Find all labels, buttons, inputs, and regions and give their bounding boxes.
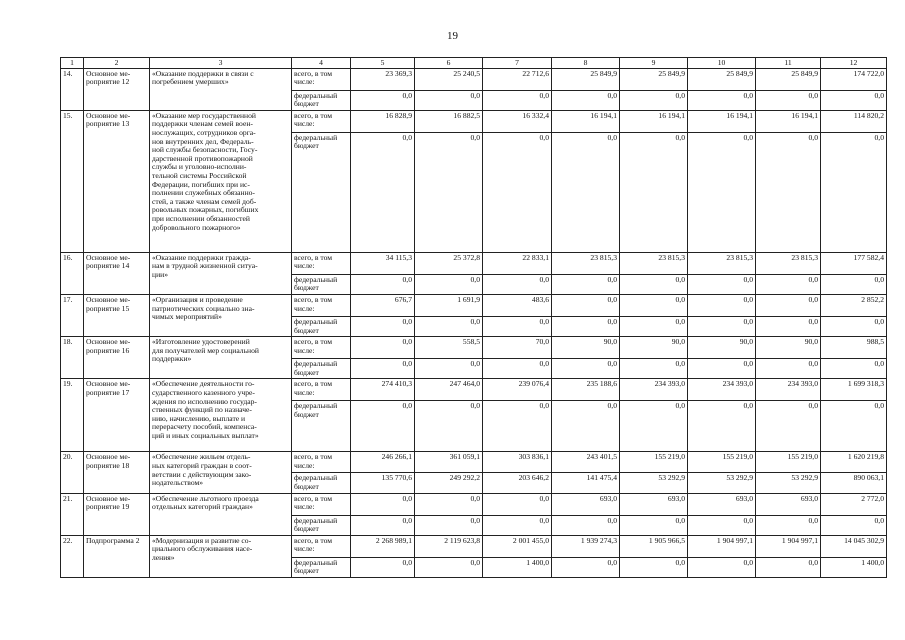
funding-source-cell: федеральный бюджет <box>292 557 351 577</box>
amount-cell: 114 820,2 <box>821 110 887 132</box>
column-number-cell: 3 <box>150 58 292 69</box>
row-number-cell: 19. <box>61 379 84 452</box>
amount-cell: 0,0 <box>552 515 620 535</box>
table-row <box>61 110 887 132</box>
table-row <box>61 452 887 473</box>
amount-cell: 1 691,9 <box>415 294 483 316</box>
funding-source-cell: всего, в том числе: <box>292 535 351 557</box>
table-row <box>61 379 887 401</box>
amount-cell: 0,0 <box>821 274 887 294</box>
amount-cell: 16 828,9 <box>351 110 415 132</box>
funding-source-cell: всего, в том числе: <box>292 252 351 274</box>
funding-source-cell: всего, в том числе: <box>292 337 351 359</box>
event-name-cell: Основное ме- роприятие 18 <box>84 452 150 493</box>
amount-cell: 53 292,9 <box>756 473 821 493</box>
amount-cell: 0,0 <box>552 294 620 316</box>
funding-source-cell: всего, в том числе: <box>292 452 351 473</box>
amount-cell: 0,0 <box>688 359 756 379</box>
amount-cell: 693,0 <box>620 493 688 515</box>
event-name-cell: Основное ме- роприятие 13 <box>84 110 150 252</box>
amount-cell: 890 063,1 <box>821 473 887 493</box>
amount-cell: 25 240,5 <box>415 68 483 90</box>
funding-source-cell: федеральный бюджет <box>292 515 351 535</box>
amount-cell: 0,0 <box>552 90 620 110</box>
amount-cell: 0,0 <box>351 274 415 294</box>
amount-cell: 0,0 <box>415 359 483 379</box>
amount-cell: 0,0 <box>821 401 887 452</box>
amount-cell: 676,7 <box>351 294 415 316</box>
event-name-cell: Основное ме- роприятие 15 <box>84 294 150 336</box>
amount-cell: 90,0 <box>756 337 821 359</box>
amount-cell: 234 393,0 <box>688 379 756 401</box>
amount-cell: 247 464,0 <box>415 379 483 401</box>
amount-cell: 235 188,6 <box>552 379 620 401</box>
amount-cell: 16 882,5 <box>415 110 483 132</box>
table-row <box>61 294 887 316</box>
amount-cell: 693,0 <box>756 493 821 515</box>
amount-cell: 0,0 <box>415 90 483 110</box>
amount-cell: 0,0 <box>351 359 415 379</box>
event-title-cell: «Модернизация и развитие со- циального обслуживания насе- ления» <box>150 535 292 577</box>
event-title-cell: «Оказание мер государственной поддержки членам семей воен- нослужащих, сотрудников орга- нов внутренних дел, Федераль- ной службы безопасности, Госу- дарственной противопожарной службы и уголовно-исполни- тельной системы Российской Федерации, погибших при ис- полнении служебных обязанно- стей, а также членам семей доб- ровольных пожарных, погибших при исполнении обязанностей добровольного пожарного» <box>150 110 292 252</box>
event-title-cell: «Организация и проведение патриотических социально зна- чимых мероприятий» <box>150 294 292 336</box>
row-number-cell: 15. <box>61 110 84 252</box>
funding-source-cell: федеральный бюджет <box>292 90 351 110</box>
amount-cell: 0,0 <box>620 132 688 252</box>
amount-cell: 0,0 <box>620 557 688 577</box>
amount-cell: 53 292,9 <box>620 473 688 493</box>
funding-source-cell: федеральный бюджет <box>292 473 351 493</box>
amount-cell: 0,0 <box>756 515 821 535</box>
amount-cell: 0,0 <box>415 493 483 515</box>
amount-cell: 249 292,2 <box>415 473 483 493</box>
amount-cell: 0,0 <box>552 359 620 379</box>
amount-cell: 141 475,4 <box>552 473 620 493</box>
amount-cell: 25 849,9 <box>756 68 821 90</box>
column-number-cell: 11 <box>756 58 821 69</box>
amount-cell: 0,0 <box>415 274 483 294</box>
funding-source-cell: всего, в том числе: <box>292 68 351 90</box>
page-number: 19 <box>447 30 458 42</box>
row-number-cell: 20. <box>61 452 84 493</box>
amount-cell: 0,0 <box>756 90 821 110</box>
table-row <box>61 493 887 515</box>
row-number-cell: 16. <box>61 252 84 294</box>
funding-source-cell: всего, в том числе: <box>292 110 351 132</box>
amount-cell: 361 059,1 <box>415 452 483 473</box>
amount-cell: 23 369,3 <box>351 68 415 90</box>
amount-cell: 243 401,5 <box>552 452 620 473</box>
column-number-cell: 12 <box>821 58 887 69</box>
amount-cell: 155 219,0 <box>620 452 688 473</box>
column-number-cell: 4 <box>292 58 351 69</box>
amount-cell: 23 815,3 <box>620 252 688 274</box>
amount-cell: 22 833,1 <box>483 252 552 274</box>
amount-cell: 0,0 <box>351 557 415 577</box>
event-title-cell: «Оказание поддержки в связи с погребением умерших» <box>150 68 292 110</box>
amount-cell: 0,0 <box>620 359 688 379</box>
event-name-cell: Основное ме- роприятие 16 <box>84 337 150 379</box>
amount-cell: 0,0 <box>756 401 821 452</box>
event-title-cell: «Оказание поддержки гражда- нам в трудной жизненной ситуа- ции» <box>150 252 292 294</box>
amount-cell: 0,0 <box>688 274 756 294</box>
amount-cell: 0,0 <box>821 132 887 252</box>
row-number-cell: 21. <box>61 493 84 535</box>
amount-cell: 90,0 <box>688 337 756 359</box>
amount-cell: 0,0 <box>688 515 756 535</box>
column-number-cell: 7 <box>483 58 552 69</box>
amount-cell: 0,0 <box>552 401 620 452</box>
event-name-cell: Основное ме- роприятие 17 <box>84 379 150 452</box>
funding-source-cell: федеральный бюджет <box>292 274 351 294</box>
amount-cell: 0,0 <box>351 316 415 336</box>
amount-cell: 0,0 <box>552 132 620 252</box>
event-title-cell: «Изготовление удостоверений для получателей мер социальной поддержки» <box>150 337 292 379</box>
table-row <box>61 68 887 90</box>
amount-cell: 2 852,2 <box>821 294 887 316</box>
amount-cell: 0,0 <box>552 274 620 294</box>
amount-cell: 177 582,4 <box>821 252 887 274</box>
amount-cell: 16 194,1 <box>688 110 756 132</box>
amount-cell: 274 410,3 <box>351 379 415 401</box>
funding-source-cell: всего, в том числе: <box>292 294 351 316</box>
event-name-cell: Основное ме- роприятие 19 <box>84 493 150 535</box>
funding-source-cell: федеральный бюджет <box>292 316 351 336</box>
amount-cell: 25 849,9 <box>552 68 620 90</box>
event-name-cell: Подпрограмма 2 <box>84 535 150 577</box>
amount-cell: 90,0 <box>620 337 688 359</box>
amount-cell: 0,0 <box>620 515 688 535</box>
amount-cell: 16 194,1 <box>756 110 821 132</box>
amount-cell: 0,0 <box>415 316 483 336</box>
amount-cell: 16 194,1 <box>620 110 688 132</box>
funding-source-cell: всего, в том числе: <box>292 379 351 401</box>
amount-cell: 0,0 <box>688 132 756 252</box>
amount-cell: 0,0 <box>351 493 415 515</box>
amount-cell: 70,0 <box>483 337 552 359</box>
column-number-cell: 10 <box>688 58 756 69</box>
amount-cell: 0,0 <box>756 316 821 336</box>
table-row <box>61 535 887 557</box>
amount-cell: 0,0 <box>483 132 552 252</box>
amount-cell: 0,0 <box>351 337 415 359</box>
amount-cell: 23 815,3 <box>552 252 620 274</box>
table-row <box>61 337 887 359</box>
funding-source-cell: всего, в том числе: <box>292 493 351 515</box>
amount-cell: 2 119 623,8 <box>415 535 483 557</box>
amount-cell: 234 393,0 <box>756 379 821 401</box>
amount-cell: 1 400,0 <box>821 557 887 577</box>
amount-cell: 0,0 <box>756 557 821 577</box>
amount-cell: 34 115,3 <box>351 252 415 274</box>
amount-cell: 53 292,9 <box>688 473 756 493</box>
amount-cell: 0,0 <box>688 294 756 316</box>
table-row <box>61 252 887 274</box>
amount-cell: 0,0 <box>620 274 688 294</box>
amount-cell: 1 904 997,1 <box>756 535 821 557</box>
amount-cell: 0,0 <box>483 274 552 294</box>
funding-source-cell: федеральный бюджет <box>292 132 351 252</box>
amount-cell: 2 001 455,0 <box>483 535 552 557</box>
amount-cell: 1 939 274,3 <box>552 535 620 557</box>
amount-cell: 25 849,9 <box>688 68 756 90</box>
row-number-cell: 17. <box>61 294 84 336</box>
amount-cell: 25 372,8 <box>415 252 483 274</box>
amount-cell: 239 076,4 <box>483 379 552 401</box>
column-number-cell: 6 <box>415 58 483 69</box>
amount-cell: 0,0 <box>483 493 552 515</box>
column-number-cell: 9 <box>620 58 688 69</box>
amount-cell: 0,0 <box>483 316 552 336</box>
amount-cell: 90,0 <box>552 337 620 359</box>
amount-cell: 0,0 <box>756 359 821 379</box>
amount-cell: 0,0 <box>552 557 620 577</box>
amount-cell: 22 712,6 <box>483 68 552 90</box>
amount-cell: 0,0 <box>756 132 821 252</box>
amount-cell: 23 815,3 <box>688 252 756 274</box>
event-title-cell: «Обеспечение деятельности го- сударственного казенного учре- ждения по исполнению государ- ственных функций по назначе- нию, начислению, выплате и перерасчету пособий, компенса- ций и иных социальных выплат» <box>150 379 292 452</box>
amount-cell: 0,0 <box>688 316 756 336</box>
amount-cell: 174 722,0 <box>821 68 887 90</box>
amount-cell: 25 849,9 <box>620 68 688 90</box>
amount-cell: 483,6 <box>483 294 552 316</box>
amount-cell: 558,5 <box>415 337 483 359</box>
amount-cell: 234 393,0 <box>620 379 688 401</box>
amount-cell: 693,0 <box>552 493 620 515</box>
amount-cell: 0,0 <box>483 359 552 379</box>
amount-cell: 1 400,0 <box>483 557 552 577</box>
funding-source-cell: федеральный бюджет <box>292 401 351 452</box>
amount-cell: 0,0 <box>620 401 688 452</box>
amount-cell: 0,0 <box>415 515 483 535</box>
amount-cell: 0,0 <box>688 90 756 110</box>
event-title-cell: «Обеспечение жильем отдель- ных категорий граждан в соот- ветствии с действующим зако- нодательством» <box>150 452 292 493</box>
amount-cell: 0,0 <box>756 274 821 294</box>
amount-cell: 16 194,1 <box>552 110 620 132</box>
budget-table <box>60 57 887 578</box>
row-number-cell: 22. <box>61 535 84 577</box>
amount-cell: 0,0 <box>688 557 756 577</box>
amount-cell: 1 905 966,5 <box>620 535 688 557</box>
amount-cell: 2 268 989,1 <box>351 535 415 557</box>
amount-cell: 135 770,6 <box>351 473 415 493</box>
amount-cell: 1 699 318,3 <box>821 379 887 401</box>
amount-cell: 0,0 <box>821 316 887 336</box>
amount-cell: 0,0 <box>620 316 688 336</box>
amount-cell: 0,0 <box>821 90 887 110</box>
amount-cell: 0,0 <box>351 401 415 452</box>
amount-cell: 2 772,0 <box>821 493 887 515</box>
amount-cell: 303 836,1 <box>483 452 552 473</box>
column-number-cell: 8 <box>552 58 620 69</box>
amount-cell: 0,0 <box>620 90 688 110</box>
amount-cell: 0,0 <box>821 515 887 535</box>
amount-cell: 155 219,0 <box>756 452 821 473</box>
amount-cell: 1 620 219,8 <box>821 452 887 473</box>
row-number-cell: 14. <box>61 68 84 110</box>
amount-cell: 14 045 302,9 <box>821 535 887 557</box>
amount-cell: 23 815,3 <box>756 252 821 274</box>
amount-cell: 16 332,4 <box>483 110 552 132</box>
amount-cell: 0,0 <box>351 90 415 110</box>
column-number-cell: 1 <box>61 58 84 69</box>
amount-cell: 693,0 <box>688 493 756 515</box>
amount-cell: 1 904 997,1 <box>688 535 756 557</box>
event-name-cell: Основное ме- роприятие 12 <box>84 68 150 110</box>
row-number-cell: 18. <box>61 337 84 379</box>
amount-cell: 0,0 <box>483 90 552 110</box>
amount-cell: 0,0 <box>483 401 552 452</box>
amount-cell: 203 646,2 <box>483 473 552 493</box>
amount-cell: 0,0 <box>415 401 483 452</box>
column-number-cell: 2 <box>84 58 150 69</box>
amount-cell: 246 266,1 <box>351 452 415 473</box>
amount-cell: 0,0 <box>415 557 483 577</box>
amount-cell: 0,0 <box>756 294 821 316</box>
event-name-cell: Основное ме- роприятие 14 <box>84 252 150 294</box>
column-number-cell: 5 <box>351 58 415 69</box>
amount-cell: 0,0 <box>688 401 756 452</box>
amount-cell: 0,0 <box>821 359 887 379</box>
amount-cell: 0,0 <box>351 515 415 535</box>
amount-cell: 0,0 <box>620 294 688 316</box>
funding-source-cell: федеральный бюджет <box>292 359 351 379</box>
amount-cell: 155 219,0 <box>688 452 756 473</box>
amount-cell: 0,0 <box>483 515 552 535</box>
amount-cell: 988,5 <box>821 337 887 359</box>
amount-cell: 0,0 <box>552 316 620 336</box>
event-title-cell: «Обеспечение льготного проезда отдельных категорий граждан» <box>150 493 292 535</box>
column-number-row <box>61 58 887 69</box>
amount-cell: 0,0 <box>415 132 483 252</box>
amount-cell: 0,0 <box>351 132 415 252</box>
